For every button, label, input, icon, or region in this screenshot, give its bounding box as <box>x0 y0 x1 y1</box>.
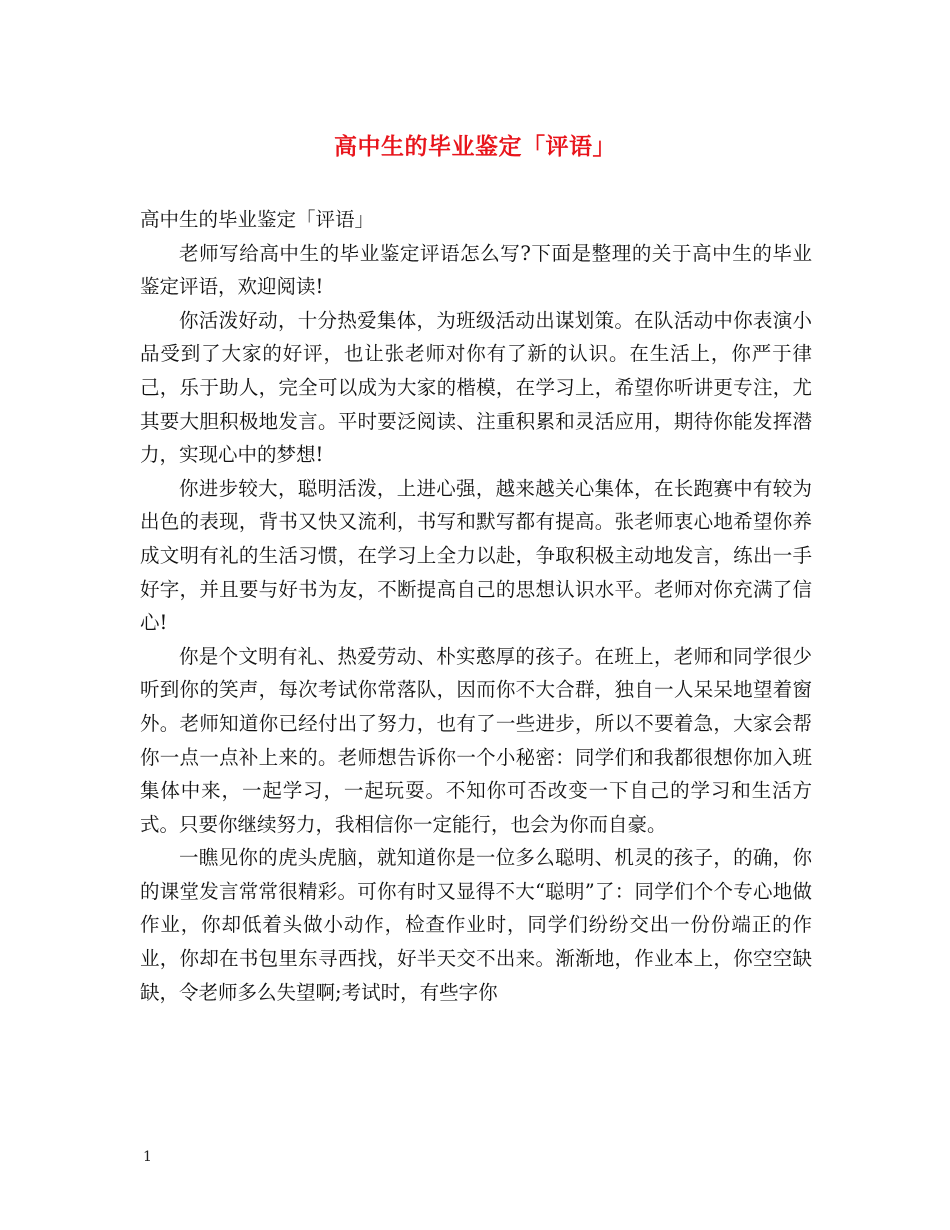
paragraph-intro: 老师写给高中生的毕业鉴定评语怎么写?下面是整理的关于高中生的毕业鉴定评语，欢迎阅读! <box>140 241 812 299</box>
page-number: 1 <box>143 1149 152 1165</box>
paragraph-comment-3: 你是个文明有礼、热爱劳动、朴实憨厚的孩子。在班上，老师和同学很少听到你的笑声，每次考试你常落队，因而你不大合群，独自一人呆呆地望着窗外。老师知道你已经付出了努力，也有了一些进步，所以不要着急，大家会帮你一点一点补上来的。老师想告诉你一个小秘密：同学们和我都很想你加入班集体中来，一起学习，一起玩耍。不知你可否改变一下自己的学习和生活方式。只要你继续努力，我相信你一定能行，也会为你而自豪。 <box>140 644 812 836</box>
paragraph-comment-4: 一瞧见你的虎头虎脑，就知道你是一位多么聪明、机灵的孩子，的确，你的课堂发言常常很精彩。可你有时又显得不大“聪明”了：同学们个个专心地做作业，你却低着头做小动作，检查作业时，同学们纷纷交出一份份端正的作业，你却在书包里东寻西找，好半天交不出来。渐渐地，作业本上，你空空缺缺，令老师多么失望啊;考试时，有些字你 <box>140 846 812 1004</box>
document-title: 高中生的毕业鉴定「评语」 <box>334 133 616 160</box>
paragraph-comment-2: 你进步较大，聪明活泼，上进心强，越来越关心集体，在长跑赛中有较为出色的表现，背书又快又流利，书写和默写都有提高。张老师衷心地希望你养成文明有礼的生活习惯，在学习上全力以赴，争取积极主动地发言，练出一手好字，并且要与好书为友，不断提高自己的思想认识水平。老师对你充满了信心! <box>140 476 812 635</box>
document-body <box>140 203 812 1009</box>
document-subtitle: 高中生的毕业鉴定「评语」 <box>140 208 375 231</box>
paragraph-comment-1: 你活泼好动，十分热爱集体，为班级活动出谋划策。在队活动中你表演小品受到了大家的好评，也让张老师对你有了新的认识。在生活上，你严于律己，乐于助人，完全可以成为大家的楷模，在学习上，希望你听讲更专注，尤其要大胆积极地发言。平时要泛阅读、注重积累和灵活应用，期待你能发挥潜力，实现心中的梦想! <box>140 308 812 467</box>
